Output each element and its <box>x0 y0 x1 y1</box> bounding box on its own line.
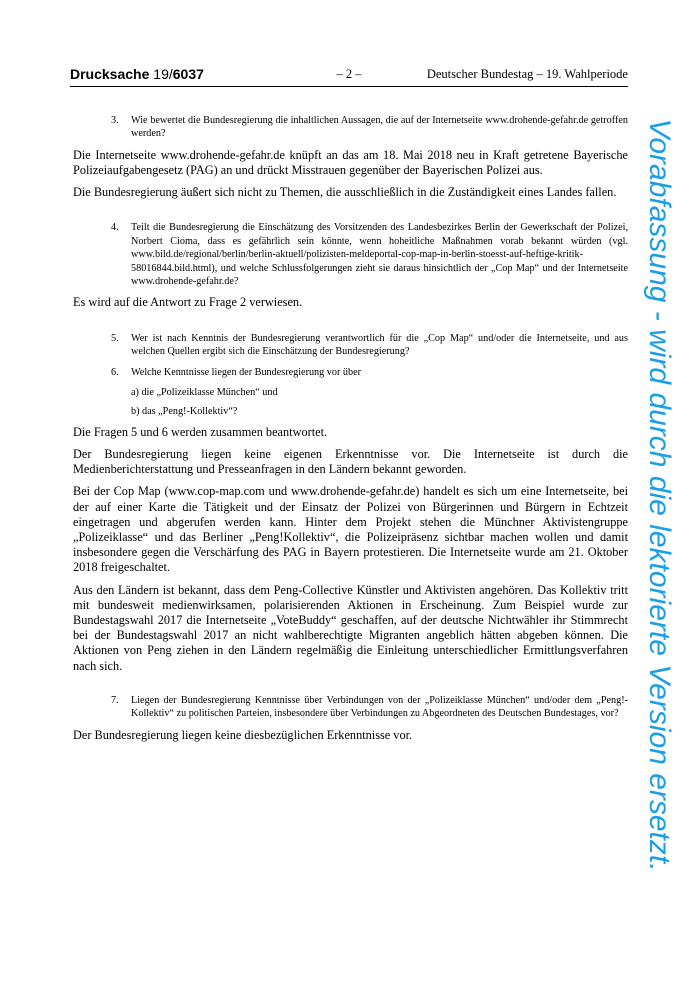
answer-3-paragraph-1: Die Internetseite www.drohende-gefahr.de knüpft an das am 18. Mai 2018 neu in Kraft getretene Bayerische Polizeiaufgabengesetz (PAG) an und drückt Misstrauen gegenüber der Bayerischen Polizei aus. <box>73 147 628 178</box>
question-text: Welche Kenntnisse liegen der Bundesregierung vor über <box>131 367 362 379</box>
question-number: 4. <box>111 222 119 234</box>
draft-watermark <box>634 90 684 900</box>
answer-4: Es wird auf die Antwort zu Frage 2 verwiesen. <box>73 295 303 310</box>
doc-number: 6037 <box>172 66 204 82</box>
page-number: – 2 – <box>336 67 362 81</box>
question-6-item-a: a) die „Polizeiklasse München“ und <box>131 386 278 398</box>
question-6 <box>73 366 628 379</box>
doc-label: Drucksache <box>70 66 150 82</box>
question-number: 3. <box>111 115 119 126</box>
question-6-item-b: b) das „Peng!-Kollektiv“? <box>131 406 238 418</box>
question-5 <box>73 332 628 359</box>
document-body <box>73 114 628 743</box>
question-number: 6. <box>111 367 119 379</box>
watermark-text: Vorabfassung - wird durch die lektorierte Version ersetzt. <box>643 118 676 872</box>
answer-7: Der Bundesregierung liegen keine diesbezüglichen Erkenntnisse vor. <box>73 727 413 742</box>
question-number: 5. <box>111 332 119 344</box>
answer-5-6-paragraph-3: Aus den Ländern ist bekannt, dass dem Peng-Collective Künstler und Aktivisten angehören. Das Kollektiv tritt mit bundesweit medienwirksamen, polarisierenden Aktionen in Erscheinung. Zum Beispiel wurde zur Bundestagswahl 2017 die Internetseite „VoteBuddy“ geschaffen, auf der deutsche Nichtwähler ihr Stimmrecht bei der Bundestagswahl 2017 an nicht wahlberechtigte Migranten angeblich hätten abgeben können. Die Aktionen von Peng ziehen in den Ländern regelmäßig die Einleitung unterschiedlicher Ermittlungsverfahren nach sich. <box>73 582 628 673</box>
question-number: 7. <box>111 694 119 706</box>
answer-5-6-paragraph-2: Bei der Cop Map (www.cop-map.com und www.drohende-gefahr.de) handelt es sich um eine Internetseite, bei der auf einer Karte die Tätigkeit und der Einsatz der Polizei von Bürgerinnen und Bürgern in Echtzeit eingetragen und abgerufen werden kann. Hinter dem Projekt stehen die Münchner Aktivistengruppe „Polizeiklasse“ und das Berliner „Peng!Kollektiv“, die Polizeipräsenz sichtbar machen wollen und damit insbesondere gegen die Verschärfung des PAG in Bayern protestieren. Die Internetseite wurde am 21. Oktober 2018 freigeschaltet. <box>73 484 628 575</box>
question-text: Wer ist nach Kenntnis der Bundesregierung verantwortlich für die „Cop Map“ und/oder die Internetseite, und aus welchen Quellen ergibt sich die Einschätzung der Bundesregierung? <box>131 332 628 358</box>
page-header <box>70 66 628 87</box>
answer-5-6-paragraph-1: Der Bundesregierung liegen keine eigenen Erkenntnisse vor. Die Internetseite ist durch die Medienberichterstattung und Presseanfragen in den Ländern bekannt geworden. <box>73 446 628 477</box>
question-7 <box>73 694 628 721</box>
parliament-label: Deutscher Bundestag – 19. Wahlperiode <box>426 67 628 81</box>
question-4 <box>73 221 628 288</box>
question-text: Teilt die Bundesregierung die Einschätzung des Vorsitzenden des Landesbezirkes Berlin der Gewerkschaft der Polizei, Norbert Cioma, dass es gefährlich sein könnte, wenn hoheitliche Maßnahmen vorab bekannt würden (vgl. www.bild.de/regional/berlin/berlin-aktuell/polizisten-meldeportal-cop-map-in-berlin-stoesst-auf-heftige-kritik-58016844.bild.html), und welche Schlussfolgerungen zieht sie daraus hinsichtlich der „Cop Map“ und der Internetseite www.drohende-gefahr.de? <box>131 222 628 288</box>
answer-5-6-intro: Die Fragen 5 und 6 werden zusammen beantwortet. <box>73 424 328 439</box>
doc-number-prefix: 19/ <box>153 66 173 82</box>
question-text: Wie bewertet die Bundesregierung die inhaltlichen Aussagen, die auf der Internetseite www.drohende-gefahr.de getroffen werden? <box>131 115 628 140</box>
question-text: Liegen der Bundesregierung Kenntnisse über Verbindungen von der „Polizeiklasse München“ und/oder dem „Peng!-Kollektiv“ zu politischen Parteien, insbesondere über Verbindungen zu Abgeordneten des Deutschen Bundestages, vor? <box>131 694 628 720</box>
question-3 <box>73 114 628 141</box>
answer-3-paragraph-2: Die Bundesregierung äußert sich nicht zu Themen, die ausschließlich in die Zuständigkeit eines Landes fallen. <box>73 185 617 200</box>
